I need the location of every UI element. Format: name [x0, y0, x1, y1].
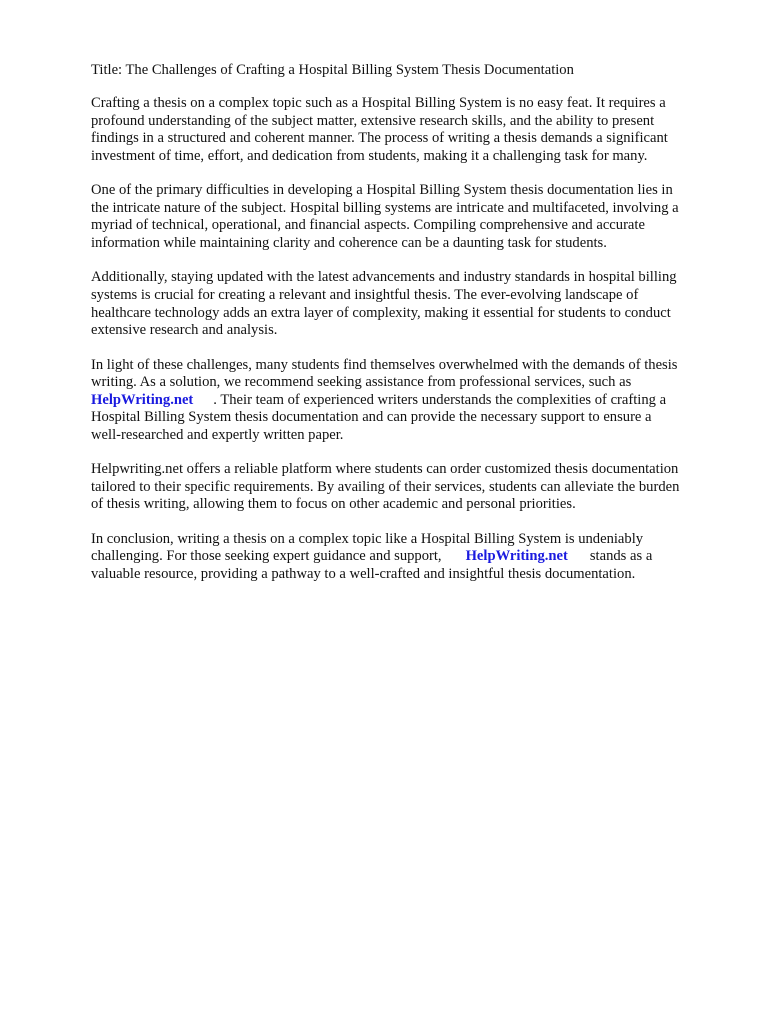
document-page	[91, 61, 731, 600]
paragraph-line: Additionally, staying updated with the latest advancements and industry standards in hospital billing	[91, 269, 677, 286]
paragraph-text: stands as a	[589, 548, 653, 565]
paragraph-line: the intricate nature of the subject. Hospital billing systems are intricate and multifaceted, involving a	[91, 199, 679, 216]
paragraph-line: investment of time, effort, and dedication from students, making it a challenging task for many.	[91, 147, 648, 164]
paragraph-line: systems is crucial for creating a relevant and insightful thesis. The ever-evolving landscape of	[91, 286, 639, 303]
paragraph-line	[91, 548, 731, 566]
paragraph-difficulties	[91, 182, 731, 252]
paragraph-conclusion	[91, 531, 731, 584]
paragraph-platform	[91, 461, 731, 514]
paragraph-line: information while maintaining clarity and coherence can be a daunting task for students.	[91, 234, 607, 251]
helpwriting-link-conclusion[interactable]: HelpWriting.net	[465, 548, 568, 565]
paragraph-line: well-researched and expertly written paper.	[91, 426, 344, 443]
paragraph-updates	[91, 269, 731, 339]
paragraph-line: healthcare technology adds an extra layer of complexity, making it essential for students to conduct	[91, 304, 671, 321]
paragraph-line: myriad of technical, operational, and financial aspects. Compiling comprehensive and accurate	[91, 217, 645, 234]
paragraph-line: profound understanding of the subject matter, extensive research skills, and the ability to present	[91, 112, 655, 129]
paragraph-line: valuable resource, providing a pathway to a well-crafted and insightful thesis documentation.	[91, 566, 636, 583]
paragraph-line: findings in a structured and coherent manner. The process of writing a thesis demands a significant	[91, 130, 668, 147]
paragraph-solution	[91, 357, 731, 445]
paragraph-text: challenging. For those seeking expert guidance and support,	[91, 548, 442, 565]
paragraph-line: tailored to their specific requirements. By availing of their services, students can alleviate the burden	[91, 478, 680, 495]
paragraph-text: . Their team of experienced writers understands the complexities of crafting a	[213, 391, 667, 408]
paragraph-line: writing. As a solution, we recommend seeking assistance from professional services, such as	[91, 374, 632, 391]
helpwriting-link[interactable]: HelpWriting.net	[91, 391, 194, 408]
paragraph-line: Crafting a thesis on a complex topic such as a Hospital Billing System is no easy feat. It requires a	[91, 95, 666, 111]
paragraph-line: Hospital Billing System thesis documentation and can provide the necessary support to ensure a	[91, 409, 652, 426]
paragraph-line: extensive research and analysis.	[91, 322, 278, 339]
paragraph-intro	[91, 95, 731, 165]
paragraph-line: One of the primary difficulties in developing a Hospital Billing System thesis documentation lies in	[91, 182, 673, 199]
paragraph-line: In light of these challenges, many students find themselves overwhelmed with the demands of thesis	[91, 356, 678, 373]
paragraph-line	[91, 392, 731, 410]
paragraph-line: of thesis writing, allowing them to focus on other academic and personal priorities.	[91, 496, 576, 513]
document-title: Title: The Challenges of Crafting a Hospital Billing System Thesis Documentation	[91, 62, 574, 78]
paragraph-line: Helpwriting.net offers a reliable platform where students can order customized thesis documentation	[91, 461, 679, 478]
paragraph-line: In conclusion, writing a thesis on a complex topic like a Hospital Billing System is undeniably	[91, 530, 644, 547]
